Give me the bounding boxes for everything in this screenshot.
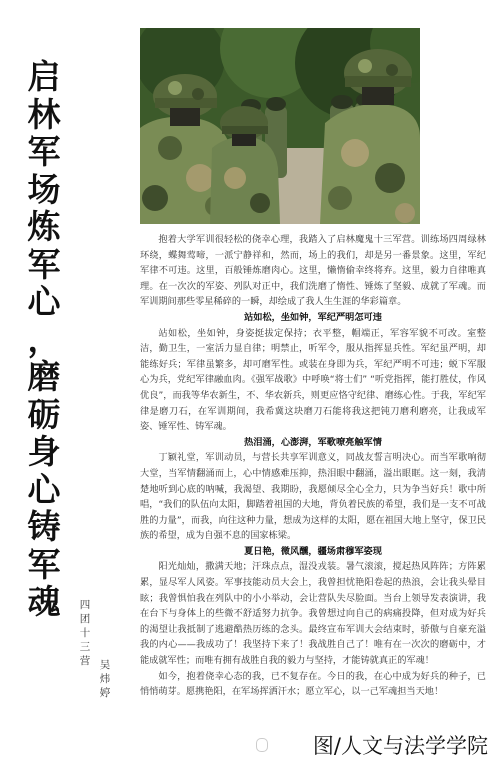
title-char: 磨	[27, 357, 61, 396]
vertical-title	[8, 58, 80, 621]
byline-char: 四	[79, 599, 91, 611]
section-heading: 站如松，坐如钟，军纪严明怎可违	[244, 311, 382, 323]
header-photo	[140, 28, 420, 224]
byline-char: 炜	[99, 673, 111, 685]
byline	[74, 598, 118, 728]
title-char: 军	[27, 544, 61, 584]
photo-credit: 图/人文与法学学院	[312, 734, 488, 758]
section-heading: 夏日艳，微风醺，疆场肃穆军姿现	[244, 545, 382, 557]
byline-char: 营	[79, 655, 91, 667]
section-paragraph: 站如松，坐如钟，身姿挺拔定保持；衣平整，帽端正，军容军貌不可改。室整洁，勤卫生，一室活力显自律；明禁止，听军令，服从指挥显兵性。军纪虽严明，却能练好兵；军律虽繁多，却可磨军性。或装在身即为兵，军纪严明不可违；蜕下军服心为兵，党纪军律融血肉。《强军战歌》中呼唤“将士们” “听党指挥，能打胜仗，作风优良”，而我等华农新生，不、华农新兵，则更应恪守纪律、磨练心性。于我，军纪军律是磨刀石，在军训期间，我希冀这块磨刀石能将我这把钝刀磨利磨亮，让我成军姿、锤军性、铸军魂。	[140, 327, 486, 433]
section-paragraph: 阳光灿灿，撒满天地；汗珠点点，湿没戎装。暑气滚滚，搅起热风阵阵；方阵累累，显尽军人风姿。军事技能动员大会上，我曾担忧艳阳卷起的热浪，会让我头晕目眩；我曾惧怕我在列队中的小小举动，会让营队失尽脸面。当台上领导发表演讲，我在台下与身体上的些微不舒适努力抗争。我曾想过向自己的病痛投降，但对成为好兵的渴望让我抵制了逃避酷热历练的念头。最终宣布军训大会结束时，骄傲与自豪充溢我的内心——我成功了！我坚持下来了！我战胜自己了！唯有在一次次的磨砺中，才能成就军性；而唯有拥有战胜自我的毅力与坚持，才能铸就真正的军魂！	[140, 561, 486, 667]
title-char: 铸	[27, 507, 61, 546]
byline-char: 十	[79, 627, 91, 639]
byline-char: 吴	[99, 659, 111, 671]
title-char: 军	[27, 132, 61, 171]
title-char: 场	[27, 169, 61, 209]
title-char: ，	[27, 319, 61, 359]
title-char: 魂	[27, 582, 61, 621]
title-char: 林	[27, 94, 61, 134]
title-char: 身	[27, 432, 61, 471]
byline-char: 团	[79, 613, 91, 625]
article-body	[140, 232, 486, 700]
title-char: 炼	[27, 207, 61, 246]
byline-author	[98, 658, 112, 700]
page-mark	[256, 738, 268, 752]
byline-char: 婷	[99, 687, 111, 699]
closing-paragraph: 如今，抱着侥幸心态的我，已不复存在。今日的我，在心中成为好兵的种子，已悄悄萌芽。愿携艳阳，在军场挥洒汗水；愿立军心，以一己军魂担当天地！	[140, 670, 486, 698]
title-char: 心	[27, 469, 61, 509]
title-char: 砺	[27, 394, 61, 434]
byline-char: 三	[79, 641, 91, 653]
title-char: 心	[27, 282, 61, 321]
byline-unit	[78, 598, 92, 668]
section-paragraph: 丁颖礼堂，军训动员，与营长共享军训意义，同战友誓言明决心。而当军歌响彻大堂，当军情翻涌而上，心中情感难压抑，热泪眼中翻涌，溢出眼眶。这一刻，我清楚地听到心底的呐喊，我渴望、我期盼，我愿倾尽全心全力，只为争当好兵！歌中所唱，“我们的队伍向太阳，脚踏着祖国的大地，背负着民族的希望，我们是一支不可战胜的力量”，而我，向往这种力量，想成为这样的太阳，愿在祖国大地上坚守，保卫民族的希望，成为自强不息的国家栋梁。	[140, 452, 486, 542]
title-char: 军	[27, 244, 61, 284]
section-heading: 热泪涌，心澎湃，军歌嘹亮触军情	[244, 436, 382, 448]
intro-paragraph: 抱着大学军训很轻松的侥幸心理，我踏入了启林魔鬼十三军营。训练场四周绿林环绕，蝶舞莺啼，一派宁静祥和，然而，场上的我们，却是另一番景象。这里，军纪军律不可违。这里，百般锤炼磨肉心。这里，懒惰偷幸终将弃。这里，毅力自律唯真理。在一次次的军姿、列队对正中，我们洗磨了惰性、锤炼了坚毅、成就了军魂。而军训期间那些零星稀碎的一瞬，却绘成了我人生生涯的华彩篇章。	[140, 234, 486, 308]
title-char: 启	[27, 57, 61, 96]
